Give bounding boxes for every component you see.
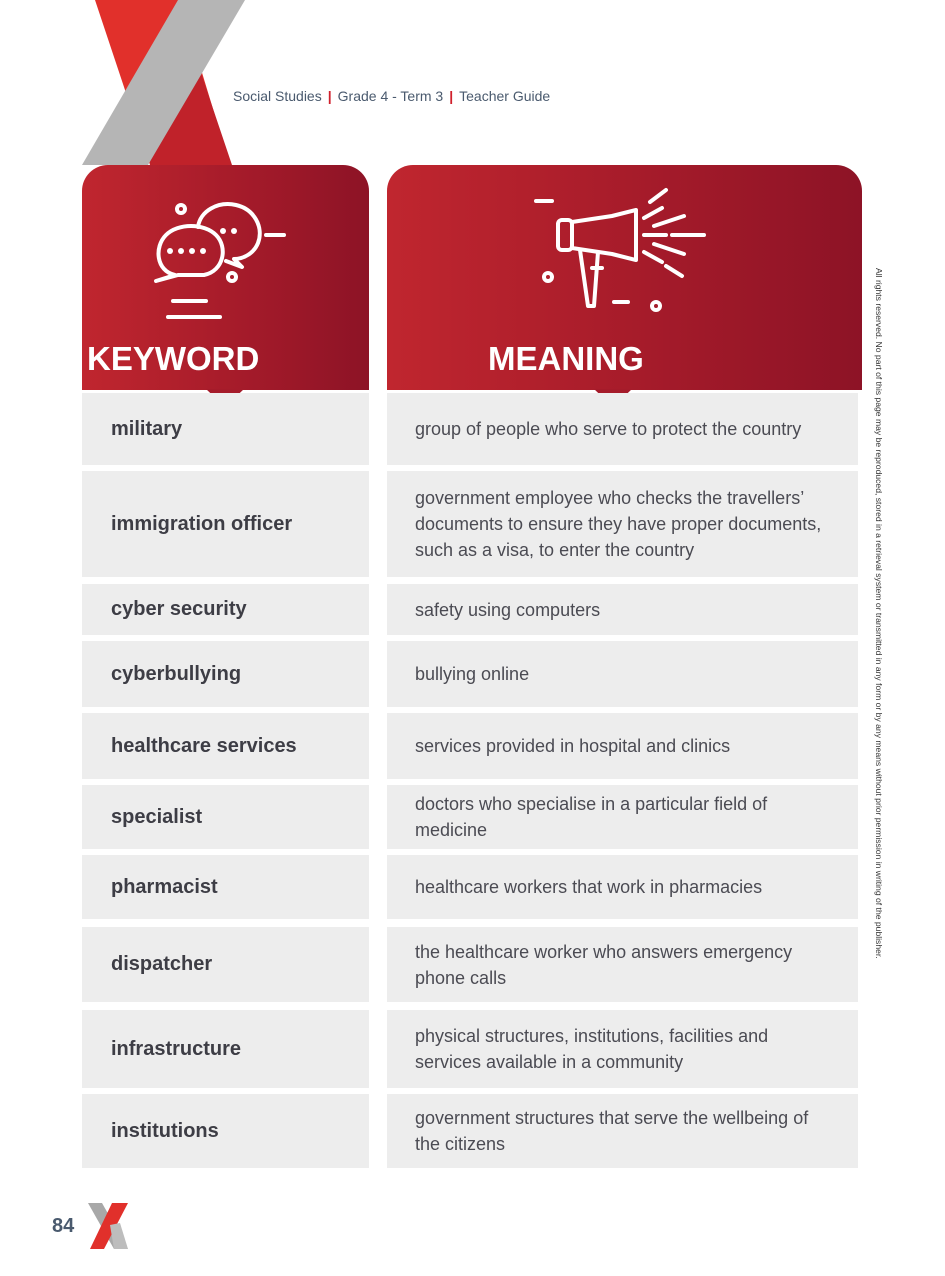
- keyword-cell: cyber security: [82, 584, 369, 635]
- meaning-cell: government structures that serve the wellbeing of the citizens: [387, 1094, 858, 1168]
- brand-logo-top: [0, 0, 320, 170]
- megaphone-icon: [532, 180, 712, 320]
- meaning-cell: group of people who serve to protect the country: [387, 393, 858, 465]
- breadcrumb-grade-term: Grade 4 - Term 3: [337, 88, 444, 104]
- keyword-cell: specialist: [82, 785, 369, 849]
- meaning-cell: bullying online: [387, 641, 858, 707]
- keyword-cell: immigration officer: [82, 471, 369, 577]
- keyword-cell: pharmacist: [82, 855, 369, 919]
- brand-logo-bottom: [86, 1203, 130, 1249]
- keyword-cell: dispatcher: [82, 927, 369, 1002]
- keyword-cell: cyberbullying: [82, 641, 369, 707]
- breadcrumb-separator: |: [327, 88, 332, 104]
- keyword-title: KEYWORD: [87, 340, 260, 377]
- meaning-cell: safety using computers: [387, 584, 858, 635]
- keyword-cell: healthcare services: [82, 713, 369, 779]
- breadcrumb-subject: Social Studies: [233, 88, 322, 104]
- keyword-cell: military: [82, 393, 369, 465]
- meaning-cell: the healthcare worker who answers emergency phone calls: [387, 927, 858, 1002]
- breadcrumb: [233, 88, 550, 104]
- meaning-cell: government employee who checks the travellers’ documents to ensure they have proper documents, such as a visa, to enter the country: [387, 471, 858, 577]
- keyword-cell: infrastructure: [82, 1010, 369, 1088]
- meaning-cell: healthcare workers that work in pharmacies: [387, 855, 858, 919]
- breadcrumb-separator: |: [449, 88, 454, 104]
- speech-bubbles-icon: [148, 199, 298, 329]
- page-number: 84: [52, 1215, 75, 1237]
- meaning-cell: doctors who specialise in a particular field of medicine: [387, 785, 858, 849]
- keyword-cell: institutions: [82, 1094, 369, 1168]
- breadcrumb-guide: Teacher Guide: [459, 88, 551, 104]
- meaning-cell: services provided in hospital and clinics: [387, 713, 858, 779]
- copyright-notice: All rights reserved. No part of this page may be reproduced, stored in a retrieval system or transmitted in any form or by any means without prior permission in writing of the publisher.: [874, 268, 884, 959]
- meaning-cell: physical structures, institutions, facilities and services available in a community: [387, 1010, 858, 1088]
- meaning-title: MEANING: [488, 340, 644, 377]
